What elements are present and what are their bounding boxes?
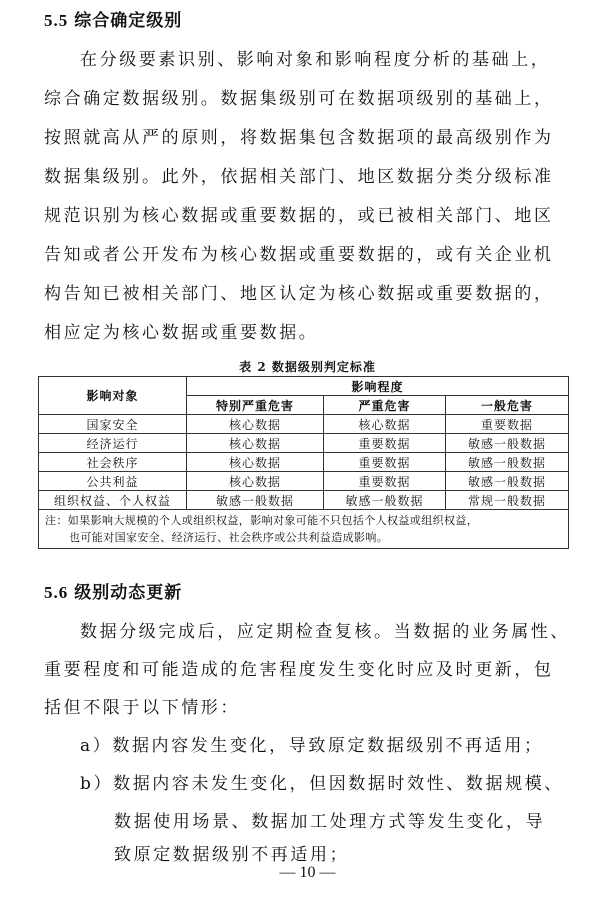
paragraph-line: 数据分级完成后，应定期检查复核。当数据的业务属性、: [80, 622, 570, 642]
table-cell: 公共利益: [39, 472, 187, 491]
table-cell: 经济运行: [39, 434, 187, 453]
table-cell: 重要数据: [324, 472, 446, 491]
table-note: [39, 510, 569, 549]
table-cell: 组织权益、个人权益: [39, 491, 187, 510]
table-row: [39, 491, 569, 510]
table-row: [39, 472, 569, 491]
paragraph-line: 告知或者公开发布为核心数据或重要数据的，或有关企业机: [44, 245, 554, 265]
section-title: 级别动态更新: [74, 583, 183, 603]
table-row: [39, 453, 569, 472]
table-cell: 重要数据: [324, 453, 446, 472]
table-cell: 敏感一般数据: [187, 491, 324, 510]
header-degree-col: 严重危害: [324, 396, 446, 415]
list-marker: b）: [80, 774, 114, 794]
table-row: [39, 434, 569, 453]
table-cell: 核心数据: [187, 415, 324, 434]
table-note-row: [39, 510, 569, 549]
table-cell: 核心数据: [187, 453, 324, 472]
list-text: 数据内容发生变化，导致原定数据级别不再适用；: [112, 736, 544, 756]
section-number: 5.6: [44, 583, 69, 602]
table-cell: 敏感一般数据: [324, 491, 446, 510]
table-caption: 表 2 数据级别判定标准: [239, 360, 376, 374]
paragraph-line: 括但不限于以下情形：: [44, 698, 240, 718]
table-cell: 常规一般数据: [446, 491, 569, 510]
list-item-b: [80, 769, 564, 794]
paragraph-line: 相应定为核心数据或重要数据。: [44, 323, 319, 343]
table-cell: 敏感一般数据: [446, 453, 569, 472]
table-row: [39, 415, 569, 434]
table-cell: 重要数据: [324, 434, 446, 453]
page-number: — 10 —: [279, 864, 336, 881]
paragraph-line: 重要程度和可能造成的危害程度发生变化时应及时更新，包: [44, 660, 554, 680]
header-degree-col: 特别严重危害: [187, 396, 324, 415]
header-impact-object: 影响对象: [39, 377, 187, 415]
section-heading-5-6: [44, 578, 182, 603]
paragraph-line: 在分级要素识别、影响对象和影响程度分析的基础上，: [80, 50, 551, 70]
table-cell: 核心数据: [187, 434, 324, 453]
list-continuation: 数据使用场景、数据加工处理方式等发生变化，导: [114, 812, 546, 832]
section-number: 5.5: [44, 11, 69, 30]
table-cell: 敏感一般数据: [446, 434, 569, 453]
list-text: 数据内容未发生变化，但因数据时效性、数据规模、: [113, 774, 564, 794]
list-continuation: 致原定数据级别不再适用；: [114, 845, 350, 865]
table-cell: 敏感一般数据: [446, 472, 569, 491]
table-cell: 国家安全: [39, 415, 187, 434]
section-title: 综合确定级别: [74, 11, 183, 31]
section-heading-5-5: [44, 6, 182, 31]
table-note-line: 注：如果影响大规模的个人或组织权益，影响对象可能不只包括个人权益或组织权益，: [45, 514, 479, 527]
table-cell: 核心数据: [187, 472, 324, 491]
paragraph-line: 综合确定数据级别。数据集级别可在数据项级别的基础上，: [44, 89, 554, 109]
header-degree-col: 一般危害: [446, 396, 569, 415]
header-impact-degree: 影响程度: [187, 377, 569, 396]
grade-table: [38, 376, 569, 549]
paragraph-line: 规范识别为核心数据或重要数据的，或已被相关部门、地区: [44, 206, 554, 226]
paragraph-line: 数据集级别。此外，依据相关部门、地区数据分类分级标准: [44, 167, 554, 187]
list-item-a: [80, 731, 544, 756]
list-marker: a）: [80, 736, 113, 756]
table-cell: 重要数据: [446, 415, 569, 434]
table-note-line: 也可能对国家安全、经济运行、社会秩序或公共利益造成影响。: [69, 531, 389, 544]
table-cell: 核心数据: [324, 415, 446, 434]
paragraph-line: 按照就高从严的原则，将数据集包含数据项的最高级别作为: [44, 128, 554, 148]
paragraph-line: 构告知已被相关部门、地区认定为核心数据或重要数据的，: [44, 284, 554, 304]
table-cell: 社会秩序: [39, 453, 187, 472]
table-header-row: [39, 377, 569, 396]
